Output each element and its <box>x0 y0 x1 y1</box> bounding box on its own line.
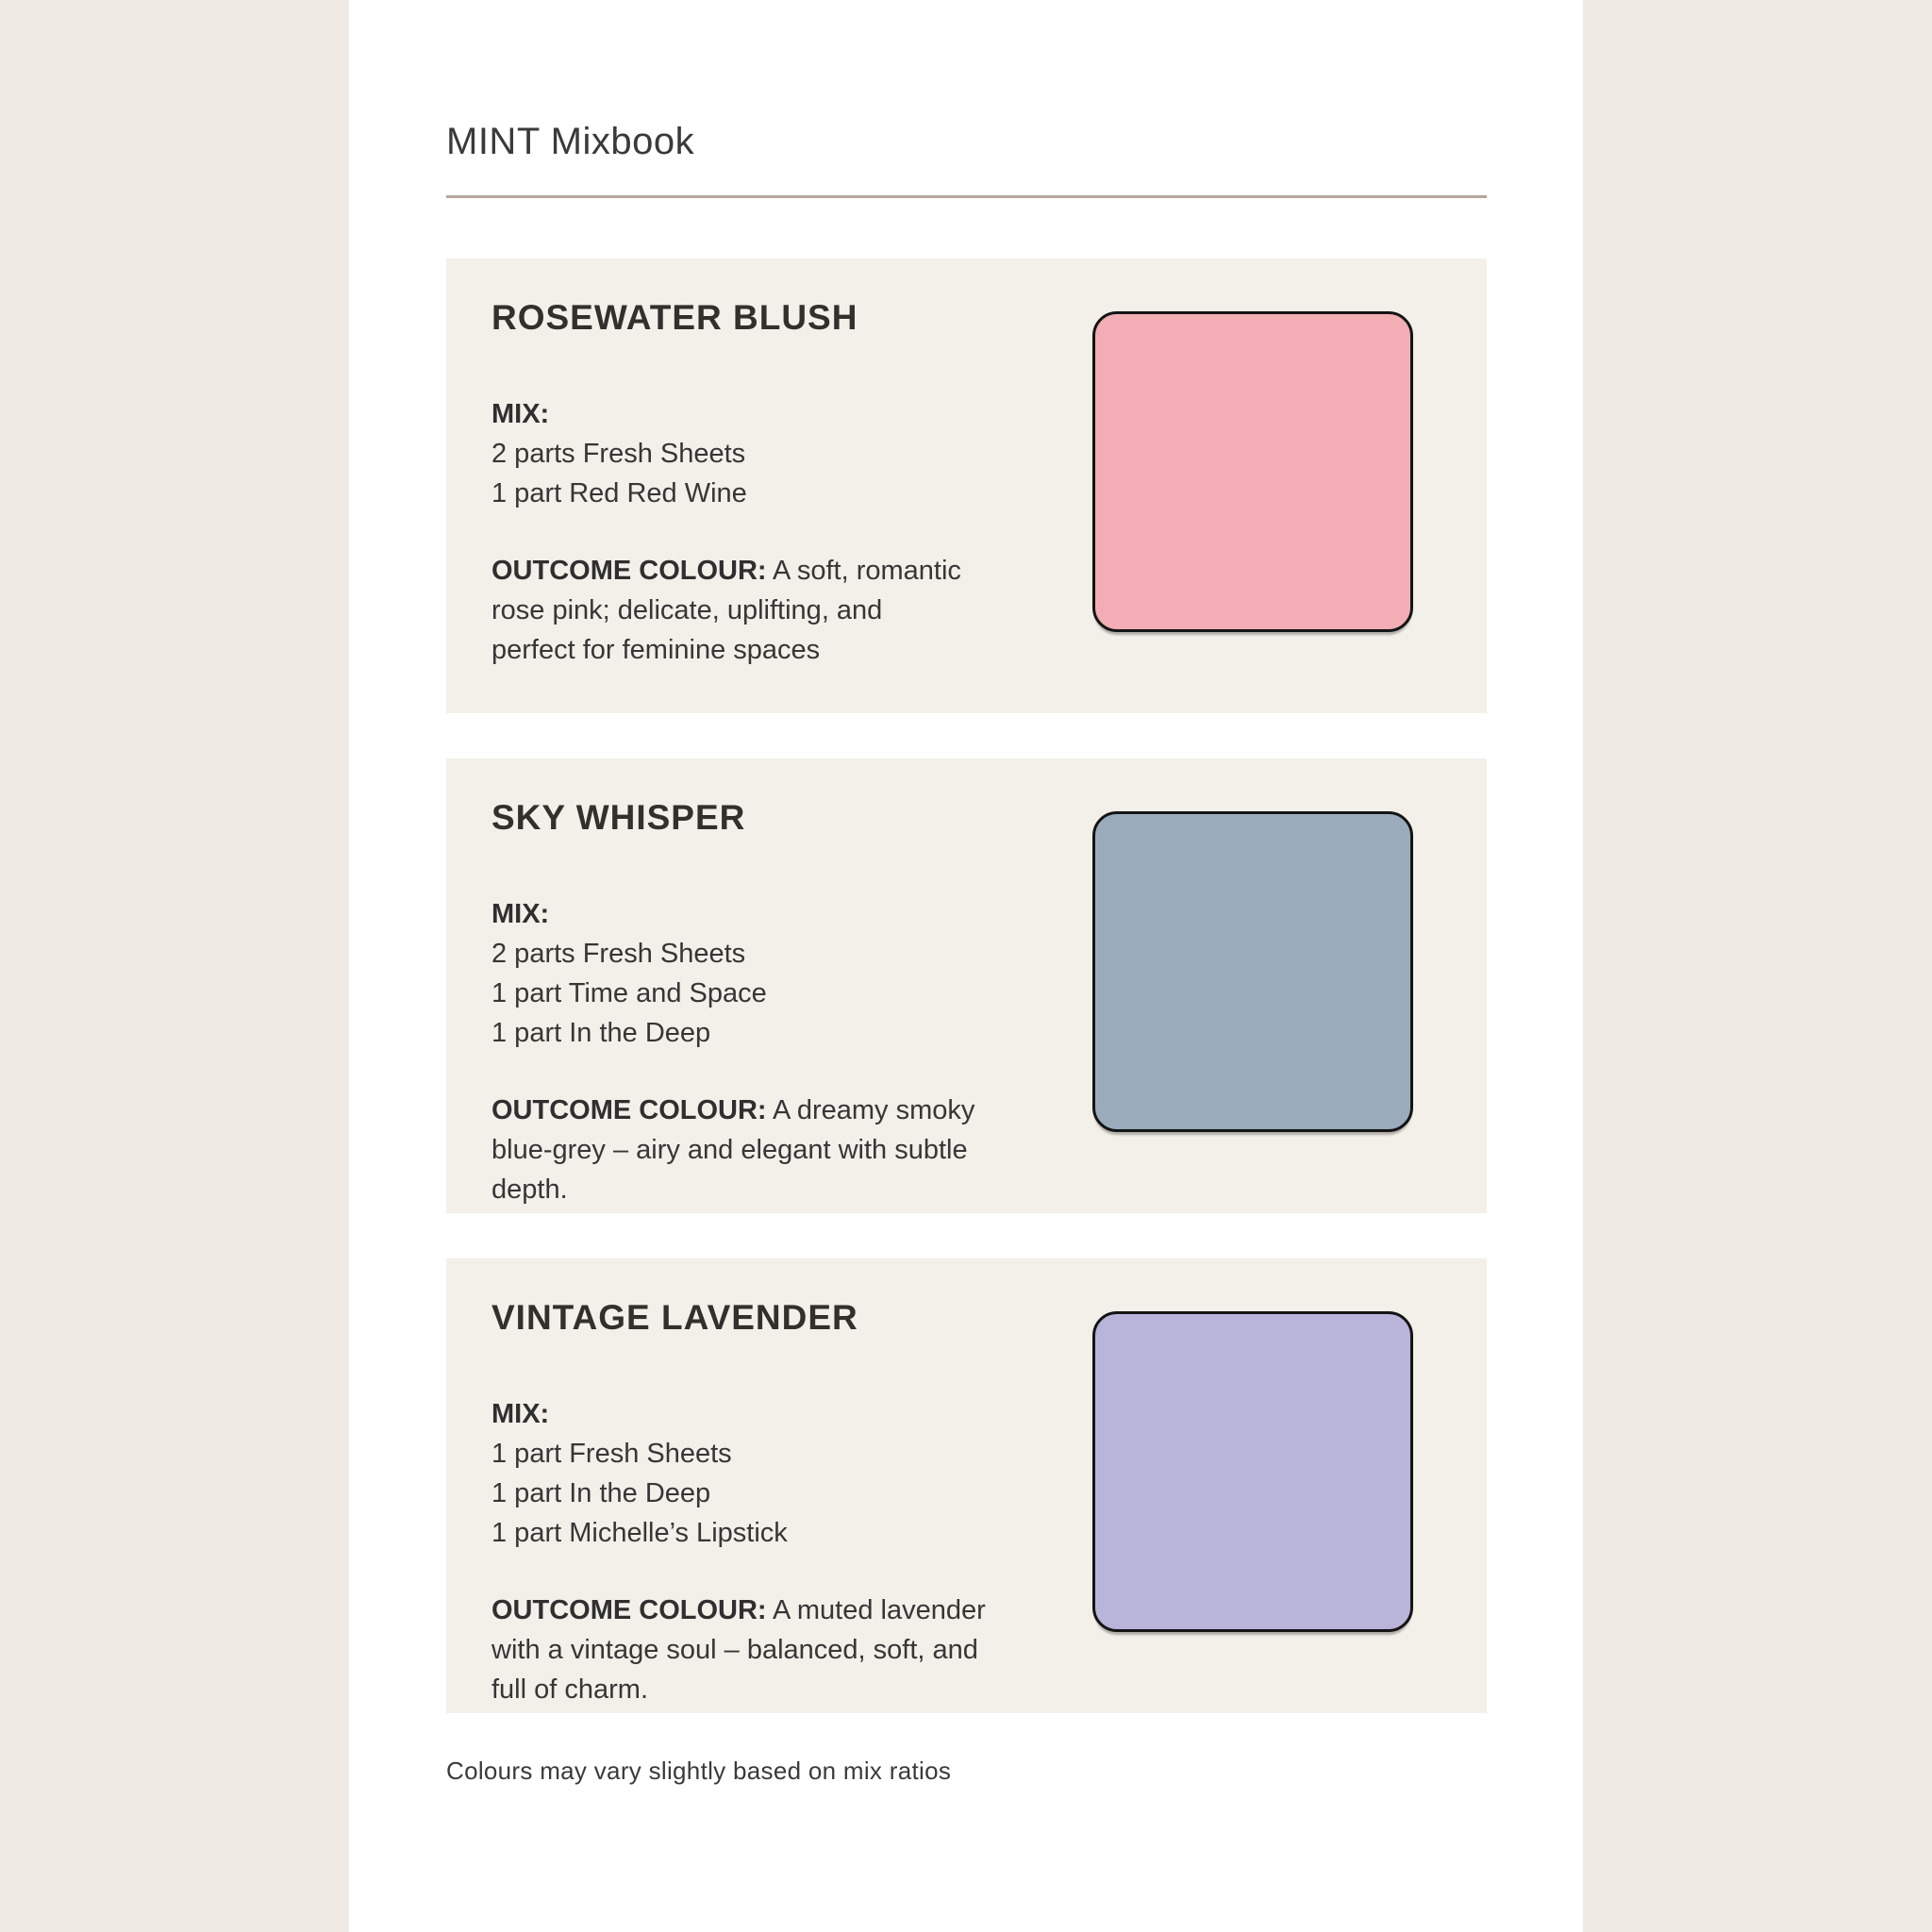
title-divider <box>446 195 1487 198</box>
mix-line: 1 part Red Red Wine <box>491 477 747 508</box>
card-text-block <box>491 292 1092 670</box>
recipe-card-rosewater-blush <box>446 258 1487 713</box>
mix-line: 1 part Fresh Sheets <box>491 1438 732 1469</box>
outcome-line: A dreamy smoky <box>766 1094 975 1125</box>
mix-line: 1 part Time and Space <box>491 977 767 1008</box>
outcome-line: full of charm. <box>491 1674 648 1705</box>
mix-line: 2 parts Fresh Sheets <box>491 438 746 469</box>
mix-line: 1 part In the Deep <box>491 1477 711 1508</box>
mix-list <box>491 894 1092 1053</box>
card-title: VINTAGE LAVENDER <box>491 1298 858 1337</box>
outcome-line: depth. <box>491 1174 568 1205</box>
outcome-line: blue-grey – airy and elegant with subtle <box>491 1134 968 1165</box>
colour-swatch-sky-whisper <box>1092 811 1413 1132</box>
outcome-paragraph <box>491 551 1092 670</box>
page-title: MINT Mixbook <box>446 121 695 162</box>
footer-note: Colours may vary slightly based on mix ratios <box>446 1757 952 1785</box>
recipe-card-sky-whisper <box>446 758 1487 1213</box>
outcome-label: OUTCOME COLOUR: <box>491 555 767 586</box>
mix-label: MIX: <box>491 898 550 929</box>
recipe-card-vintage-lavender <box>446 1258 1487 1713</box>
mix-label: MIX: <box>491 398 550 429</box>
mix-list <box>491 1394 1092 1553</box>
card-text-block <box>491 792 1092 1209</box>
outcome-line: with a vintage soul – balanced, soft, and <box>491 1634 978 1665</box>
colour-swatch-vintage-lavender <box>1092 1311 1413 1632</box>
outcome-paragraph <box>491 1091 1092 1209</box>
mix-label: MIX: <box>491 1398 550 1429</box>
outcome-line: A soft, romantic <box>766 555 961 586</box>
outcome-label: OUTCOME COLOUR: <box>491 1094 767 1125</box>
card-title: SKY WHISPER <box>491 798 746 837</box>
mix-line: 1 part In the Deep <box>491 1017 711 1048</box>
outcome-label: OUTCOME COLOUR: <box>491 1594 767 1625</box>
colour-swatch-rosewater-blush <box>1092 311 1413 632</box>
card-text-block <box>491 1292 1092 1709</box>
mix-line: 2 parts Fresh Sheets <box>491 938 746 969</box>
document-page <box>349 0 1583 1932</box>
outcome-paragraph <box>491 1591 1092 1709</box>
mix-line: 1 part Michelle’s Lipstick <box>491 1517 788 1548</box>
outcome-line: perfect for feminine spaces <box>491 634 821 665</box>
mix-list <box>491 394 1092 513</box>
outcome-line: rose pink; delicate, uplifting, and <box>491 594 883 625</box>
card-title: ROSEWATER BLUSH <box>491 298 858 337</box>
outcome-line: A muted lavender <box>766 1594 986 1625</box>
